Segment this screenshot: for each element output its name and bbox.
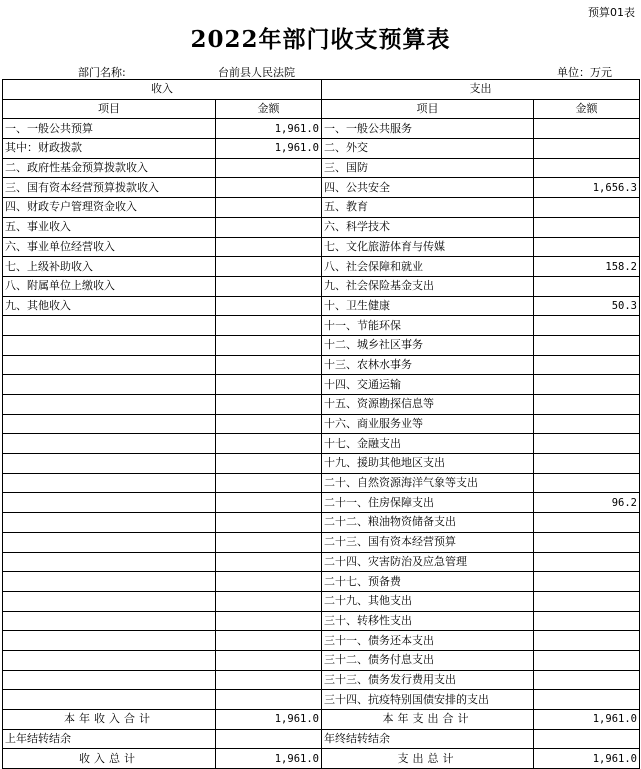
income-item: 五、事业收入 xyxy=(3,217,216,237)
expense-amount xyxy=(534,414,640,434)
expense-amount xyxy=(534,276,640,296)
expense-amount xyxy=(534,611,640,631)
expense-item: 一、一般公共服务 xyxy=(322,119,534,139)
expense-amount: 50.3 xyxy=(534,296,640,316)
year-expense-amount: 1,961.0 xyxy=(534,710,640,730)
income-item xyxy=(3,493,216,513)
income-item xyxy=(3,532,216,552)
expense-amount xyxy=(534,650,640,670)
expense-item: 十七、金融支出 xyxy=(322,434,534,454)
income-total-label: 收入总计 xyxy=(3,749,216,769)
table-row xyxy=(3,631,640,651)
table-row xyxy=(3,611,640,631)
income-header: 收入 xyxy=(3,80,322,100)
income-amount xyxy=(216,670,322,690)
carry-in-amount xyxy=(216,729,322,749)
income-item xyxy=(3,473,216,493)
expense-amount xyxy=(534,139,640,159)
income-item xyxy=(3,591,216,611)
form-number: 预算01表 xyxy=(588,6,635,19)
income-item xyxy=(3,355,216,375)
expense-amount xyxy=(534,473,640,493)
table-row xyxy=(3,690,640,710)
income-item: 六、事业单位经营收入 xyxy=(3,237,216,257)
income-item: 四、财政专户管理资金收入 xyxy=(3,198,216,218)
expense-item: 三十一、债务还本支出 xyxy=(322,631,534,651)
expense-amount xyxy=(534,119,640,139)
income-item: 九、其他收入 xyxy=(3,296,216,316)
income-amount xyxy=(216,513,322,533)
expense-item: 十九、援助其他地区支出 xyxy=(322,454,534,474)
income-amount: 1,961.0 xyxy=(216,119,322,139)
income-item: 其中：财政拨款 xyxy=(3,139,216,159)
income-item xyxy=(3,414,216,434)
income-amount xyxy=(216,434,322,454)
income-item: 三、国有资本经营预算拨款收入 xyxy=(3,178,216,198)
income-item xyxy=(3,690,216,710)
income-amount xyxy=(216,296,322,316)
income-item xyxy=(3,670,216,690)
expense-item: 二十九、其他支出 xyxy=(322,591,534,611)
expense-amount xyxy=(534,591,640,611)
table-row xyxy=(3,650,640,670)
expense-item: 十、卫生健康 xyxy=(322,296,534,316)
expense-amount xyxy=(534,158,640,178)
expense-amount xyxy=(534,217,640,237)
income-amount xyxy=(216,257,322,277)
column-header-row xyxy=(3,99,640,119)
income-item xyxy=(3,631,216,651)
expense-amount xyxy=(534,572,640,592)
table-row xyxy=(3,198,640,218)
income-item: 八、附属单位上缴收入 xyxy=(3,276,216,296)
income-item xyxy=(3,650,216,670)
income-amount xyxy=(216,552,322,572)
expense-amount xyxy=(534,690,640,710)
table-row xyxy=(3,493,640,513)
carry-over-row xyxy=(3,729,640,749)
income-amount xyxy=(216,690,322,710)
income-item-header: 项目 xyxy=(3,99,216,119)
expense-item: 三十三、债务发行费用支出 xyxy=(322,670,534,690)
income-item: 一、一般公共预算 xyxy=(3,119,216,139)
expense-amount xyxy=(534,532,640,552)
table-row xyxy=(3,532,640,552)
year-income-amount: 1,961.0 xyxy=(216,710,322,730)
table-row xyxy=(3,178,640,198)
table-row xyxy=(3,316,640,336)
income-total-amount: 1,961.0 xyxy=(216,749,322,769)
section-header-row xyxy=(3,80,640,100)
page-title: 2022年部门收支预算表 xyxy=(190,26,451,53)
table-row xyxy=(3,414,640,434)
income-amount xyxy=(216,355,322,375)
table-row xyxy=(3,276,640,296)
income-amount xyxy=(216,650,322,670)
income-amount xyxy=(216,217,322,237)
expense-amount xyxy=(534,375,640,395)
year-income-label: 本年收入合计 xyxy=(3,710,216,730)
expense-item: 十二、城乡社区事务 xyxy=(322,335,534,355)
info-bar xyxy=(0,61,641,79)
income-item xyxy=(3,316,216,336)
budget-table xyxy=(2,79,640,769)
expense-item: 十三、农林水事务 xyxy=(322,355,534,375)
table-row xyxy=(3,591,640,611)
income-amount xyxy=(216,611,322,631)
income-item xyxy=(3,513,216,533)
expense-item: 五、教育 xyxy=(322,198,534,218)
income-item xyxy=(3,552,216,572)
expense-item: 二、外交 xyxy=(322,139,534,159)
grand-total-row xyxy=(3,749,640,769)
expense-item: 六、科学技术 xyxy=(322,217,534,237)
table-row xyxy=(3,513,640,533)
table-row xyxy=(3,139,640,159)
income-amount xyxy=(216,316,322,336)
expense-header: 支出 xyxy=(322,80,640,100)
income-amount xyxy=(216,572,322,592)
income-item xyxy=(3,572,216,592)
expense-amount xyxy=(534,237,640,257)
income-amount xyxy=(216,158,322,178)
income-item xyxy=(3,611,216,631)
table-row xyxy=(3,434,640,454)
expense-item: 二十二、粮油物资储备支出 xyxy=(322,513,534,533)
expense-total-label: 支出总计 xyxy=(322,749,534,769)
income-amount-header: 金额 xyxy=(216,99,322,119)
expense-amount xyxy=(534,316,640,336)
table-row xyxy=(3,552,640,572)
dept-label: 部门名称: xyxy=(78,66,126,79)
expense-amount xyxy=(534,552,640,572)
expense-item: 八、社会保障和就业 xyxy=(322,257,534,277)
income-item xyxy=(3,375,216,395)
expense-item: 三十、转移性支出 xyxy=(322,611,534,631)
income-amount: 1,961.0 xyxy=(216,139,322,159)
year-total-row xyxy=(3,710,640,730)
table-row xyxy=(3,217,640,237)
income-amount xyxy=(216,414,322,434)
table-row xyxy=(3,375,640,395)
income-amount xyxy=(216,178,322,198)
income-amount xyxy=(216,631,322,651)
expense-amount xyxy=(534,395,640,415)
expense-item: 十一、节能环保 xyxy=(322,316,534,336)
expense-item: 十五、资源勘探信息等 xyxy=(322,395,534,415)
expense-amount: 1,656.3 xyxy=(534,178,640,198)
expense-item: 四、公共安全 xyxy=(322,178,534,198)
expense-amount xyxy=(534,513,640,533)
income-amount xyxy=(216,473,322,493)
table-row xyxy=(3,355,640,375)
table-row xyxy=(3,454,640,474)
expense-item: 三十四、抗疫特别国债安排的支出 xyxy=(322,690,534,710)
income-item xyxy=(3,454,216,474)
table-row xyxy=(3,473,640,493)
income-item: 七、上级补助收入 xyxy=(3,257,216,277)
expense-amount xyxy=(534,335,640,355)
income-item: 二、政府性基金预算拨款收入 xyxy=(3,158,216,178)
table-row xyxy=(3,158,640,178)
expense-item: 十六、商业服务业等 xyxy=(322,414,534,434)
expense-item: 七、文化旅游体育与传媒 xyxy=(322,237,534,257)
income-amount xyxy=(216,276,322,296)
expense-total-amount: 1,961.0 xyxy=(534,749,640,769)
income-amount xyxy=(216,375,322,395)
income-amount xyxy=(216,493,322,513)
year-expense-label: 本年支出合计 xyxy=(322,710,534,730)
expense-amount: 158.2 xyxy=(534,257,640,277)
dept-name: 台前县人民法院 xyxy=(218,66,295,79)
expense-item: 二十七、预备费 xyxy=(322,572,534,592)
expense-amount-header: 金额 xyxy=(534,99,640,119)
income-amount xyxy=(216,454,322,474)
carry-out-amount xyxy=(534,729,640,749)
expense-item: 二十、自然资源海洋气象等支出 xyxy=(322,473,534,493)
expense-item: 九、社会保险基金支出 xyxy=(322,276,534,296)
expense-item: 三、国防 xyxy=(322,158,534,178)
expense-amount xyxy=(534,355,640,375)
income-amount xyxy=(216,532,322,552)
income-item xyxy=(3,434,216,454)
unit-label: 单位：万元 xyxy=(557,66,612,79)
expense-amount xyxy=(534,670,640,690)
carry-out-label: 年终结转结余 xyxy=(322,729,534,749)
expense-item-header: 项目 xyxy=(322,99,534,119)
expense-item: 三十二、债务付息支出 xyxy=(322,650,534,670)
table-row xyxy=(3,237,640,257)
carry-in-label: 上年结转结余 xyxy=(3,729,216,749)
expense-amount xyxy=(534,631,640,651)
expense-amount: 96.2 xyxy=(534,493,640,513)
income-amount xyxy=(216,335,322,355)
expense-item: 二十三、国有资本经营预算 xyxy=(322,532,534,552)
income-amount xyxy=(216,198,322,218)
table-row xyxy=(3,395,640,415)
expense-amount xyxy=(534,434,640,454)
expense-item: 十四、交通运输 xyxy=(322,375,534,395)
table-row xyxy=(3,572,640,592)
expense-amount xyxy=(534,198,640,218)
expense-amount xyxy=(534,454,640,474)
expense-item: 二十一、住房保障支出 xyxy=(322,493,534,513)
income-amount xyxy=(216,591,322,611)
income-item xyxy=(3,335,216,355)
expense-item: 二十四、灾害防治及应急管理 xyxy=(322,552,534,572)
table-row xyxy=(3,335,640,355)
table-row xyxy=(3,296,640,316)
income-amount xyxy=(216,395,322,415)
income-item xyxy=(3,395,216,415)
table-row xyxy=(3,119,640,139)
table-row xyxy=(3,670,640,690)
table-row xyxy=(3,257,640,277)
income-amount xyxy=(216,237,322,257)
